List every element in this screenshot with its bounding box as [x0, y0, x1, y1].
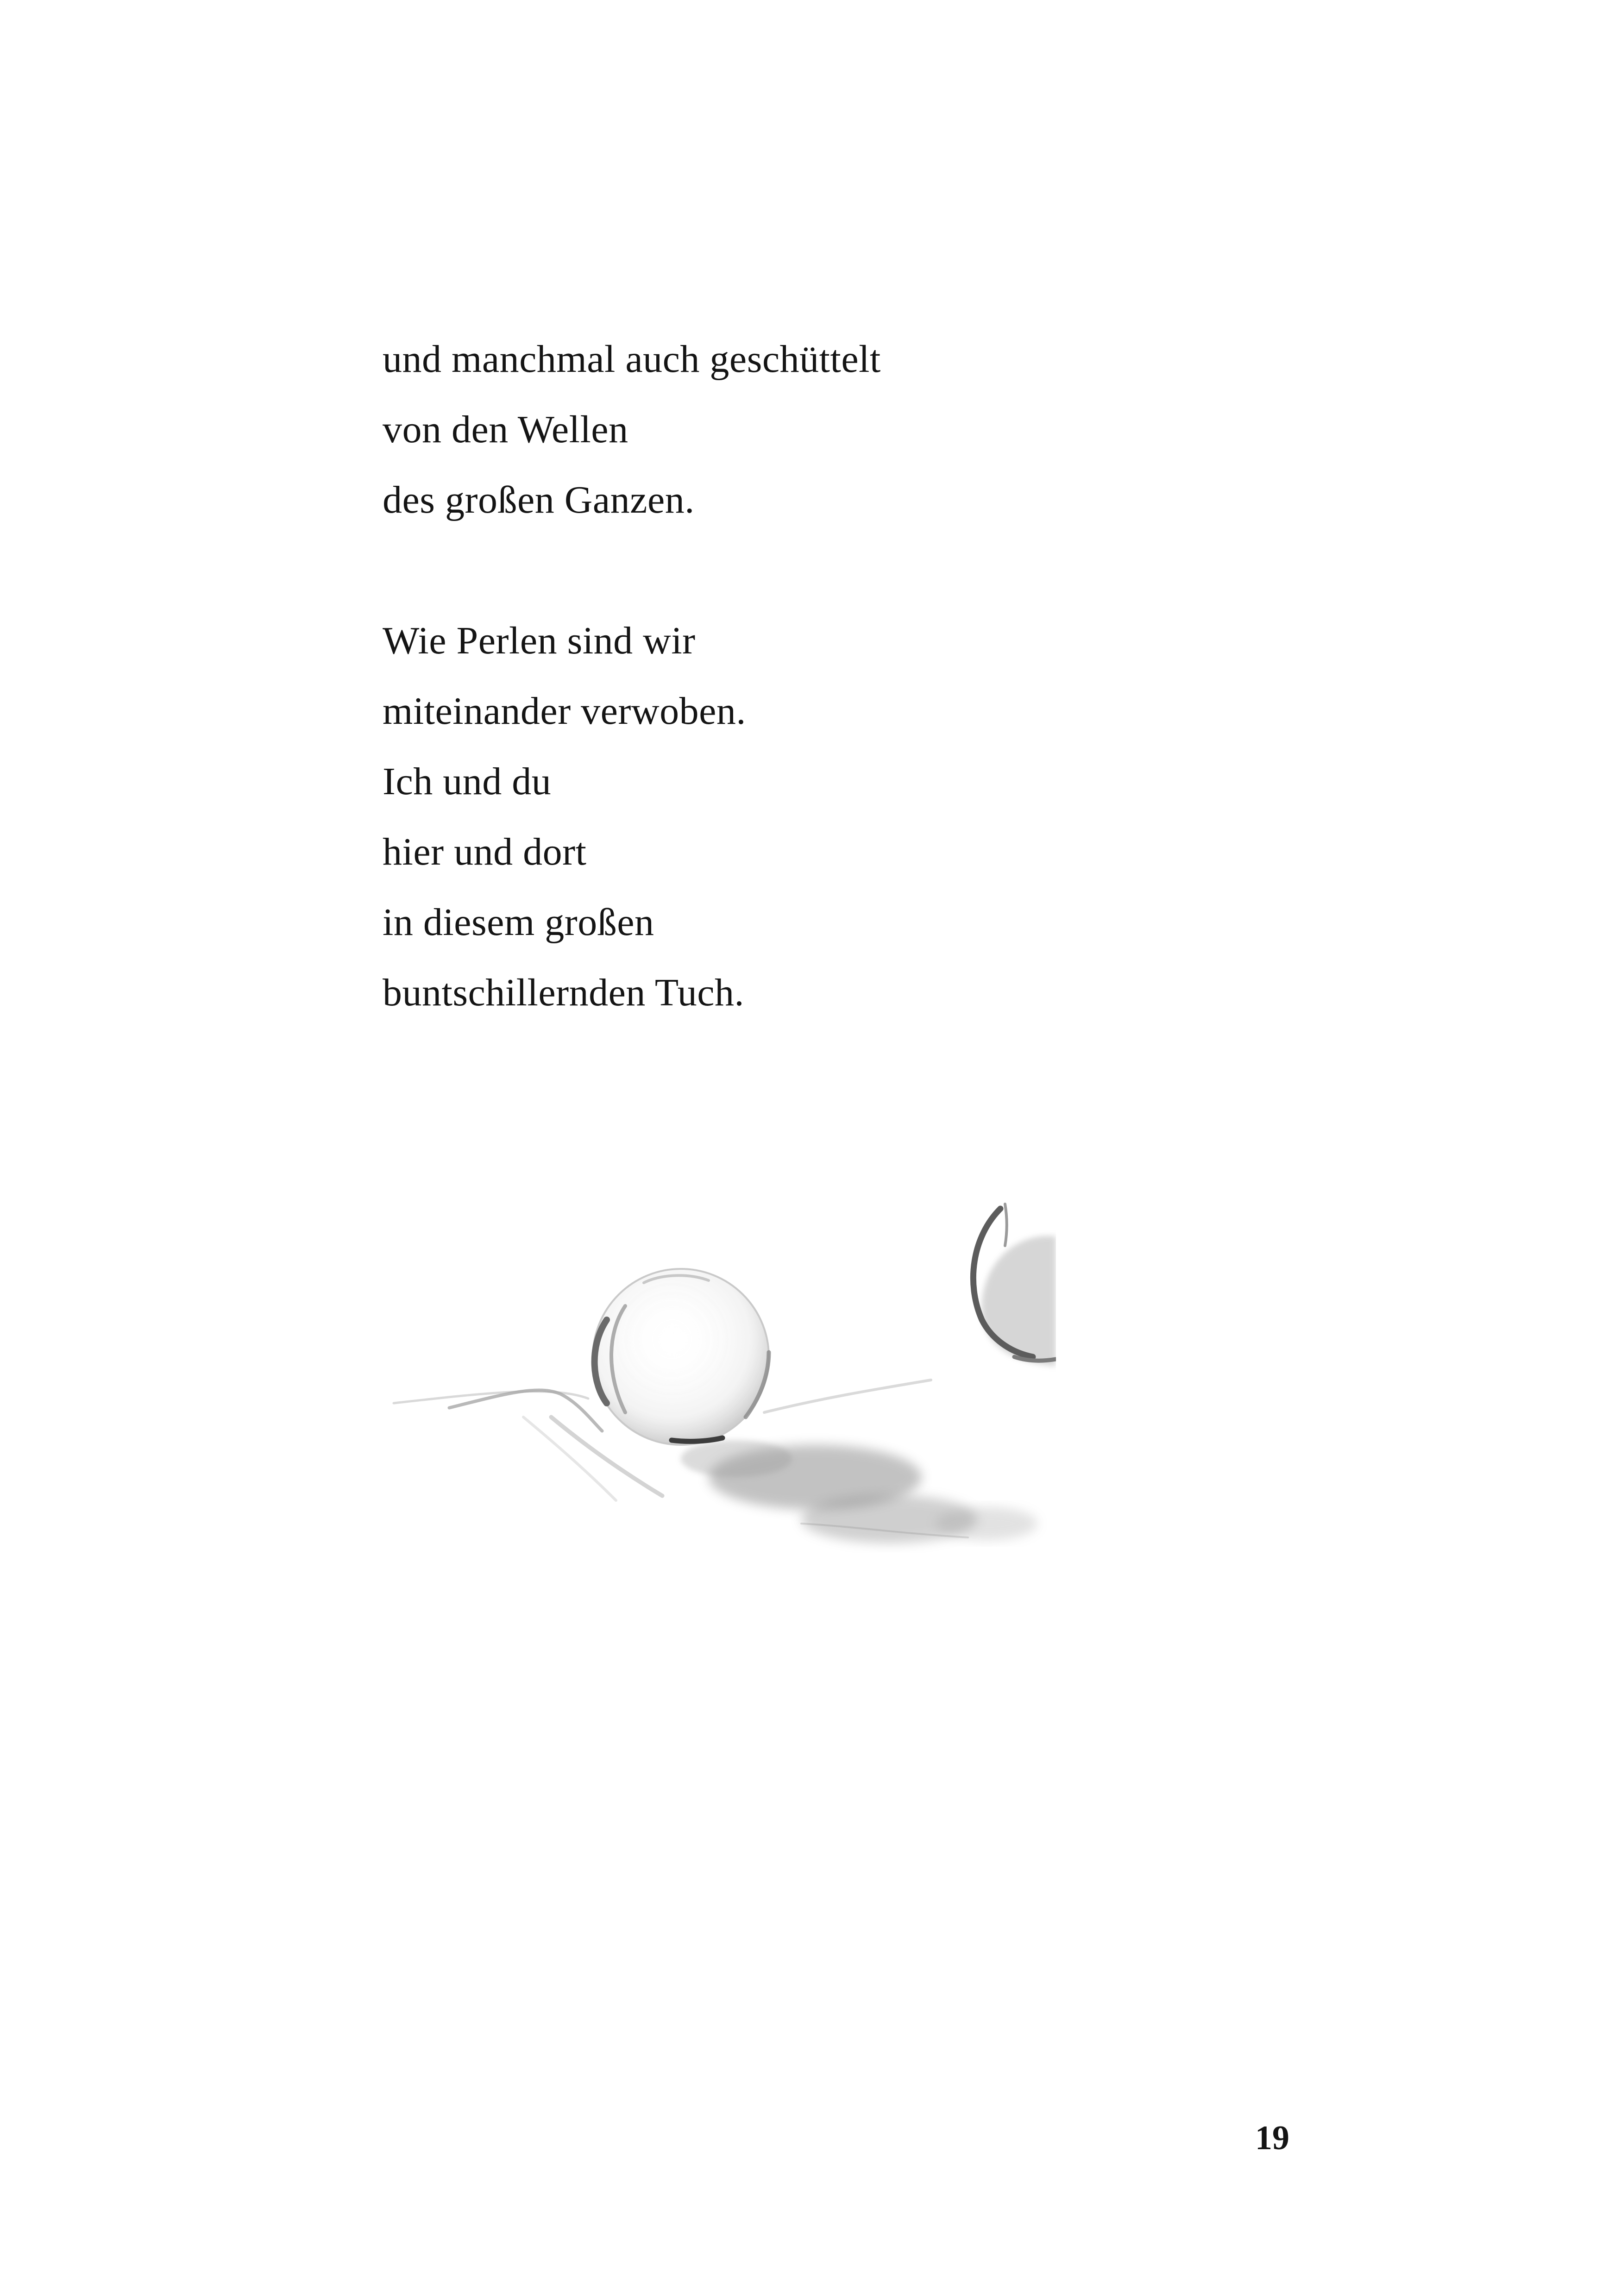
pearls-ink-illustration: [384, 1199, 1056, 1588]
poem: [383, 324, 1216, 1028]
stanza-2: [383, 606, 1216, 1028]
poem-line: und manchmal auch geschüttelt: [383, 338, 881, 381]
poem-line: des großen Ganzen.: [383, 478, 695, 521]
stanza-1: [383, 324, 1216, 535]
poem-line: hier und dort: [383, 830, 587, 873]
page-number: 19: [1255, 2119, 1289, 2157]
poem-line: Ich und du: [383, 760, 552, 803]
poem-line: in diesem großen: [383, 901, 654, 944]
poem-line: von den Wellen: [383, 408, 628, 451]
poem-line: miteinander verwoben.: [383, 690, 746, 733]
poem-line: Wie Perlen sind wir: [383, 619, 696, 662]
poem-line: buntschillernden Tuch.: [383, 971, 744, 1014]
pearl-large: [593, 1269, 769, 1445]
pearl-partial: [973, 1204, 1056, 1366]
ink-wash-shadow: [681, 1440, 1037, 1543]
